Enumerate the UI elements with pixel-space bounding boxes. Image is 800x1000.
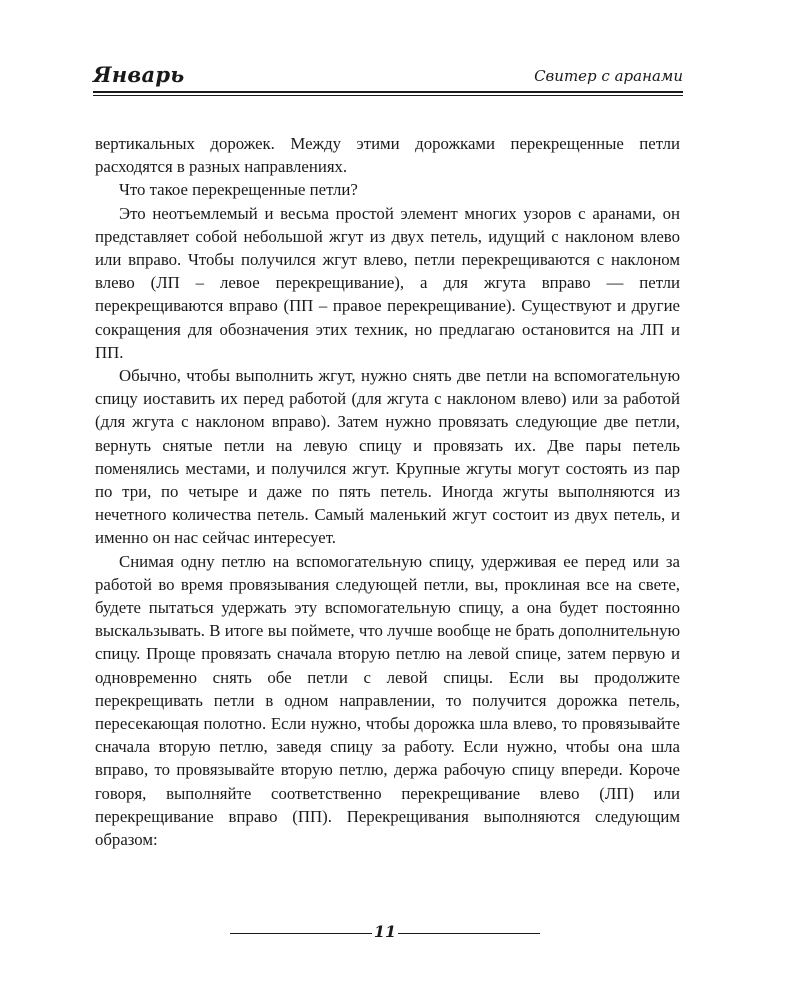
section-title: Январь (93, 62, 185, 87)
chapter-title: Свитер с аранами (534, 67, 683, 85)
footer-rule-right (398, 933, 540, 934)
footer-rule-left (230, 933, 372, 934)
paragraph-continued: вертикальных дорожек. Между этими дорожками перекрещенные петли расходятся в разных направлениях. (95, 134, 680, 177)
paragraph-question: Что такое перекрещенные петли? (119, 180, 358, 200)
header-rule-thin (93, 95, 683, 96)
running-header (93, 60, 683, 94)
paragraph: Снимая одну петлю на вспомогательную спицу, удерживая ее перед или за работой во время провязывания следующей петли, вы, проклиная все на свете, будете пытаться удержать эту вспомогательную спицу, а она будет постоянно выскальзывать. В итоге вы поймете, что лучше вообще не брать дополнительную спицу. Проще провязать сначала вторую петлю на левой спице, затем первую и одновременно снять обе петли с левой спицы. Если вы продолжите перекрещивать петли в одном направлении, то получится дорожка петель, пересекающая полотно. Если нужно, чтобы дорожка шла влево, то провязывайте сначала вторую петлю, заведя спицу за работу. Если нужно, чтобы она шла вправо, то провязывайте вторую петлю, держа рабочую спицу впереди. Короче говоря, выполняйте соответственно перекрещивание влево (ЛП) или перекрещивание вправо (ПП). Перекрещивания выполняются следующим образом: (95, 551, 680, 850)
header-rule (93, 91, 683, 93)
body-text (95, 132, 680, 851)
paragraph: Это неотъемлемый и весьма простой элемент многих узоров с аранами, он представляет собой небольшой жгут из двух петель, идущий с наклоном влево или вправо. Чтобы получился жгут влево, петли перекрещиваются с наклоном влево (ЛП – левое перекрещивание), а для жгута вправо — петли перекрещиваются вправо (ПП – правое перекрещивание). Существуют и другие сокращения для обозначения этих техник, но предлагаю остановится на ЛП и ПП. (95, 203, 680, 362)
page-number: 11 (373, 922, 397, 941)
page-footer (230, 922, 540, 942)
paragraph: Обычно, чтобы выполнить жгут, нужно снять две петли на вспомогательную спицу иоставить их перед работой (для жгута с наклоном влево) или за работой (для жгута с наклоном вправо). Затем нужно провязать следующие две петли, вернуть снятые петли на левую спицу и провязать их. Две пары петель поменялись местами, и получился жгут. Крупные жгуты могут состоять из пар по три, по четыре и даже по пять петель. Иногда жгуты выполняются из нечетного количества петель. Самый маленький жгут состоит из двух петель, и именно он нас сейчас интересует. (95, 366, 680, 548)
